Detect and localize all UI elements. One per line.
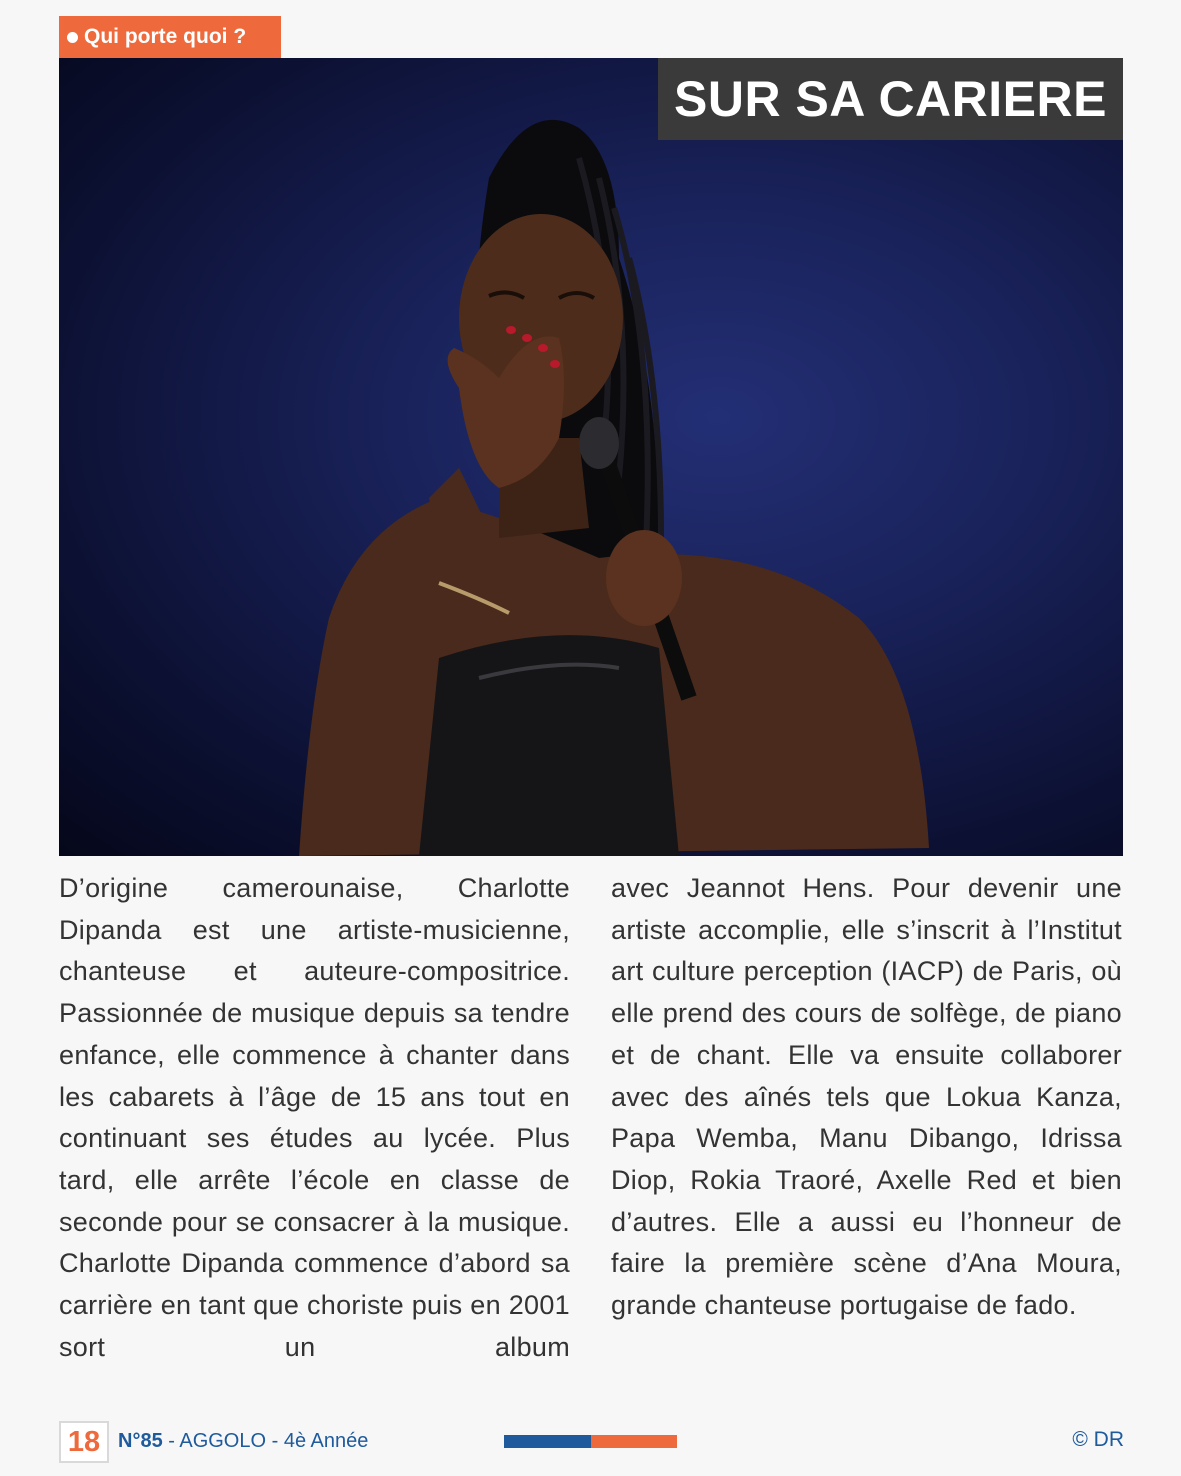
- article-paragraph-right: avec Jeannot Hens. Pour devenir une artiste accomplie, elle s’inscrit à l’Institut art culture perception (IACP) de Paris, où elle prend des cours de solfège, de piano et de chant. Elle va ensuite collaborer avec des aînés tels que Lokua Kanza, Papa Wemba, Manu Dibango, Idrissa Diop, Rokia Traoré, Axelle Red et bien d’autres. Elle a aussi eu l’honneur de faire la première scène d’Ana Moura, grande chanteuse portugaise de fado.: [611, 873, 1122, 1321]
- section-tag: [59, 16, 281, 58]
- headline-box: [658, 58, 1123, 140]
- article-paragraph-left: D’origine camerounaise, Charlotte Dipanda est une artiste-musicienne, chanteuse et auteure-compositrice. Passionnée de musique depuis sa tendre enfance, elle commence à chanter dans les cabarets à l’âge de 15 ans tout en continuant ses études au lycée. Plus tard, elle arrête l’école en classe de seconde pour se consacrer à la musique. Charlotte Dipanda commence d’abord sa carrière en tant que choriste puis en 2001 sort un album: [59, 873, 570, 1362]
- article-column-left: [59, 868, 570, 1368]
- page-number: 18: [59, 1421, 109, 1463]
- article-column-right: [611, 868, 1122, 1327]
- footer-color-bar: [504, 1435, 677, 1448]
- bullet-icon: [67, 32, 78, 43]
- issue-details: - AGGOLO - 4è Année: [162, 1430, 369, 1452]
- issue-info: [118, 1430, 368, 1453]
- performer-photo: [59, 58, 1123, 856]
- performer-illustration: [59, 58, 1123, 856]
- headline: SUR SA CARIERE: [674, 71, 1107, 127]
- issue-number: N°85: [118, 1430, 163, 1452]
- footer-bar-blue: [504, 1435, 591, 1448]
- footer-bar-orange: [591, 1435, 678, 1448]
- photo-credit: © DR: [1072, 1428, 1124, 1451]
- section-label: Qui porte quoi ?: [84, 25, 247, 48]
